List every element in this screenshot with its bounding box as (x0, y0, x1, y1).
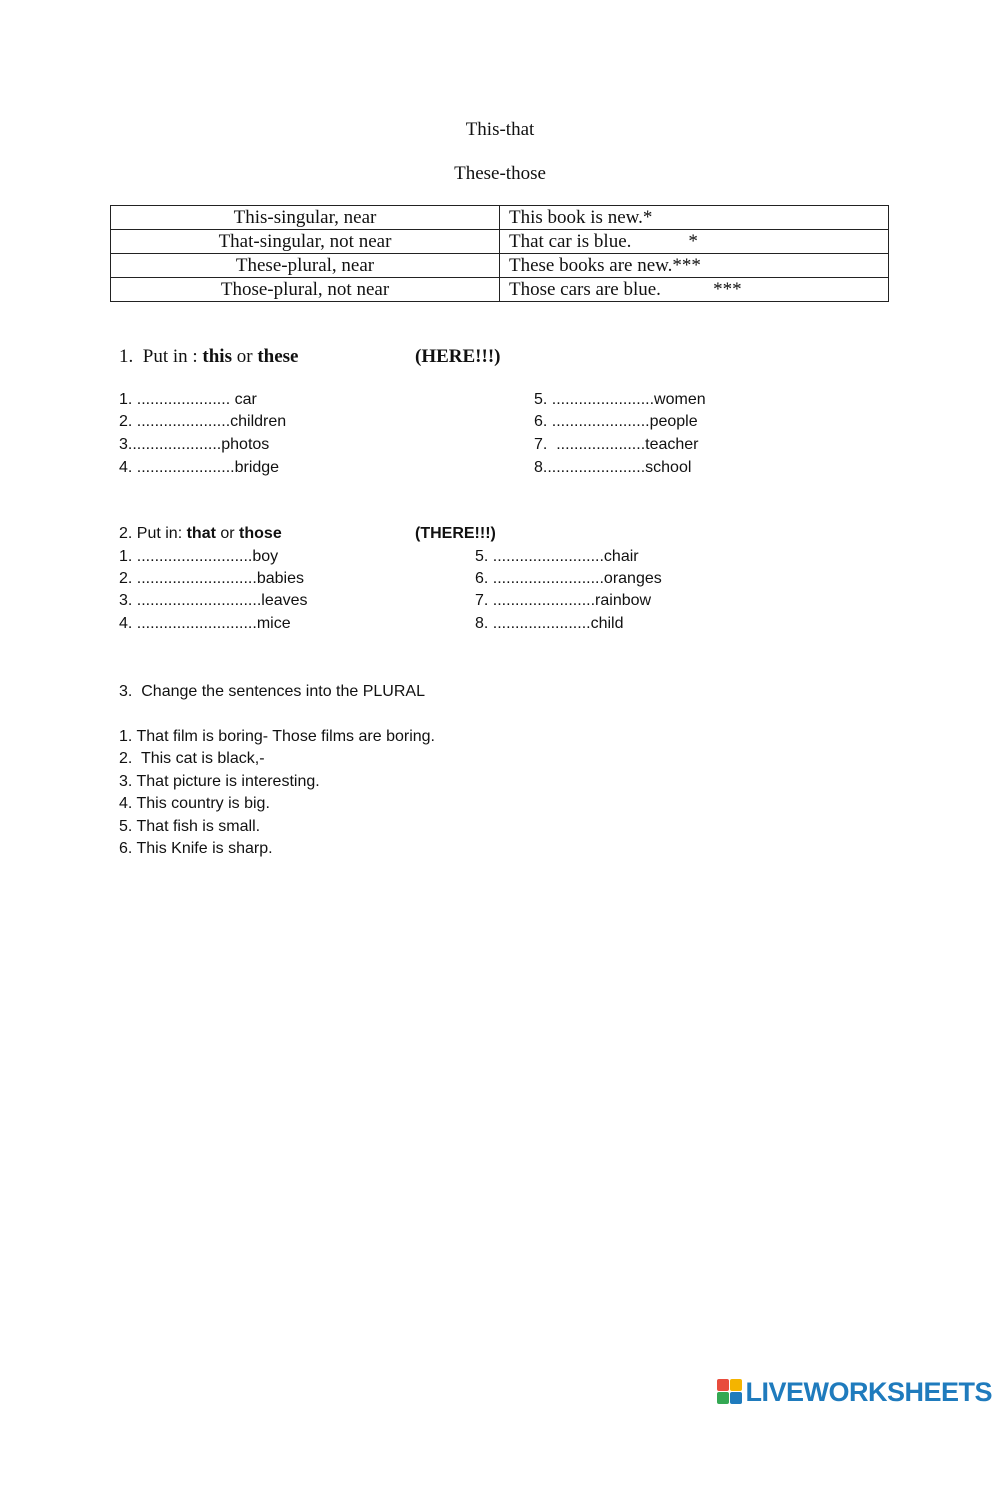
exercise1-item: 5. .......................women (534, 391, 706, 408)
exercise1-item: 8.......................school (534, 459, 692, 476)
table-cell-example: This book is new.* (500, 206, 889, 230)
liveworksheets-logo (717, 1376, 992, 1408)
exercise3-item: 2. This cat is black,- (119, 750, 265, 767)
exercise2-item: 8. ......................child (475, 615, 624, 632)
table-row (111, 254, 889, 278)
exercise1-item: 1. ..................... car (119, 391, 257, 408)
table-cell-term: These-plural, near (111, 254, 500, 278)
section1-or: or (231, 346, 258, 367)
exercise2-item: 4. ...........................mice (119, 615, 291, 632)
section2-or: or (215, 525, 240, 542)
section2-word1: that (186, 525, 216, 542)
exercise2-item: 1. ..........................boy (119, 548, 279, 565)
exercise3-item: 6. This Knife is sharp. (119, 840, 273, 857)
exercise3-item: 5. That fish is small. (119, 818, 261, 835)
table-row (111, 278, 889, 302)
exercise1-item: 4. ......................bridge (119, 459, 280, 476)
exercise2-item: 6. .........................oranges (475, 570, 662, 587)
section2-hint (415, 525, 496, 543)
exercise1-item: 3.....................photos (119, 436, 270, 453)
exercise3-item: 1. That film is boring- Those films are boring. (119, 728, 435, 745)
section2-heading (119, 525, 282, 543)
exercise2-item: 5. .........................chair (475, 548, 639, 565)
logo-text: LIVEWORKSHEETS (745, 1376, 992, 1407)
section2-hint-text: (THERE!!!) (415, 525, 496, 542)
table-cell-example: These books are new.*** (500, 254, 889, 278)
table-cell-example: That car is blue. * (500, 230, 889, 254)
section1-word1: this (202, 346, 232, 367)
reference-table (110, 205, 889, 302)
table-row (111, 230, 889, 254)
table-cell-term: This-singular, near (111, 206, 500, 230)
section1-hint (415, 346, 500, 368)
section1-word2: these (257, 346, 299, 367)
exercise1-item: 6. ......................people (534, 413, 698, 430)
section1-hint-text: (HERE!!!) (415, 346, 501, 367)
section1-heading (119, 346, 298, 368)
exercise3-item: 3. That picture is interesting. (119, 773, 320, 790)
section2-prefix: 2. Put in: (119, 525, 187, 542)
exercise1-item: 7. ....................teacher (534, 436, 699, 453)
exercise1-item: 2. .....................children (119, 413, 287, 430)
section2-word2: those (239, 525, 282, 542)
table-cell-term: Those-plural, not near (111, 278, 500, 302)
exercise2-item: 3. ............................leaves (119, 592, 308, 609)
table-row (111, 206, 889, 230)
exercise2-item: 2. ...........................babies (119, 570, 304, 587)
section1-number: 1. (119, 346, 134, 367)
section3-heading: 3. Change the sentences into the PLURAL (119, 683, 425, 700)
logo-squares-icon (717, 1379, 743, 1405)
page-title: This-that (465, 119, 535, 140)
page-subtitle: These-those (454, 163, 546, 184)
table-cell-example: Those cars are blue. *** (500, 278, 889, 302)
table-cell-term: That-singular, not near (111, 230, 500, 254)
exercise2-item: 7. .......................rainbow (475, 592, 652, 609)
section1-prefix: Put in : (142, 346, 203, 367)
exercise3-item: 4. This country is big. (119, 795, 270, 812)
